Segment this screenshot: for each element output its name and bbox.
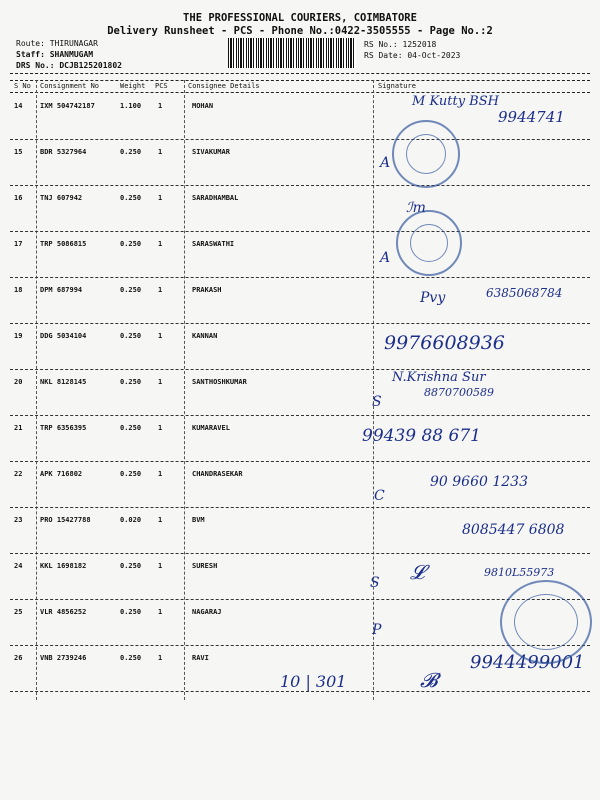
cell-pcs: 1 [158, 378, 163, 386]
signature-text: N.Krishna Sur [392, 370, 486, 385]
handwritten-mark: 𝓑 [420, 668, 438, 692]
cell-sno: 22 [14, 470, 23, 478]
cell-weight: 0.250 [120, 148, 142, 156]
cell-pcs: 1 [158, 516, 163, 524]
table-row [0, 278, 600, 324]
cell-weight: 0.020 [120, 516, 142, 524]
table-row [0, 232, 600, 278]
cell-pcs: 1 [158, 424, 163, 432]
cell-consignee: SIVAKUMAR [192, 148, 230, 156]
cell-consignee: RAVI [192, 654, 209, 662]
cell-sno: 24 [14, 562, 23, 570]
separator [10, 92, 590, 93]
separator [10, 80, 590, 81]
table-row [0, 94, 600, 140]
col-weight-header: Weight [120, 82, 146, 90]
cell-sno: 14 [14, 102, 23, 110]
table-row [0, 554, 600, 600]
phone-number-handwritten: 9944499001 [470, 652, 585, 673]
cell-consignment: NKL 8128145 [40, 378, 87, 386]
table-row [0, 462, 600, 508]
table-row [0, 370, 600, 416]
phone-number-handwritten: 6385068784 [486, 286, 563, 300]
cell-consignment: DDG 5034104 [40, 332, 87, 340]
phone-number-handwritten: 9810L55973 [484, 566, 555, 579]
cell-consignment: TRP 6356395 [40, 424, 87, 432]
cell-consignee: SARADHAMBAL [192, 194, 239, 202]
cell-pcs: 1 [158, 470, 163, 478]
cell-consignment: VNB 2739246 [40, 654, 87, 662]
company-stamp [396, 210, 462, 276]
cell-pcs: 1 [158, 102, 163, 110]
col-pcs-header: PCS [155, 82, 168, 90]
cell-pcs: 1 [158, 608, 163, 616]
cell-consignee: SARASWATHI [192, 240, 235, 248]
cell-consignee: SURESH [192, 562, 218, 570]
company-stamp [500, 580, 592, 664]
phone-number-handwritten: 8085447 6808 [462, 522, 565, 538]
cell-consignment: TNJ 607942 [40, 194, 83, 202]
cell-consignment: APK 716802 [40, 470, 83, 478]
staff-info: Staff: SHANMUGAM [16, 50, 94, 59]
cell-sno: 17 [14, 240, 23, 248]
handwritten-mark: S [370, 575, 380, 591]
cell-consignment: DPM 687994 [40, 286, 83, 294]
phone-number-handwritten: 9944741 [498, 108, 565, 126]
handwritten-mark: A [380, 155, 391, 171]
handwritten-mark: A [380, 250, 391, 266]
cell-pcs: 1 [158, 194, 163, 202]
col-signature-header: Signature [378, 82, 416, 90]
cell-consignee: KANNAN [192, 332, 218, 340]
cell-pcs: 1 [158, 562, 163, 570]
cell-sno: 19 [14, 332, 23, 340]
cell-consignee: KUMARAVEL [192, 424, 230, 432]
table-row [0, 324, 600, 370]
cell-consignment: KKL 1698182 [40, 562, 87, 570]
cell-consignment: TRP 5086815 [40, 240, 87, 248]
cell-weight: 0.250 [120, 562, 142, 570]
cell-sno: 18 [14, 286, 23, 294]
phone-number-handwritten: 9976608936 [384, 332, 505, 354]
company-stamp [392, 120, 460, 188]
drs-info: DRS No.: DCJB125201802 [16, 61, 122, 70]
cell-pcs: 1 [158, 148, 163, 156]
handwritten-mark: P [372, 622, 382, 638]
route-info: Route: THIRUNAGAR [16, 39, 98, 48]
cell-sno: 25 [14, 608, 23, 616]
row-separator [10, 691, 590, 692]
barcode [228, 38, 356, 68]
separator [10, 73, 590, 74]
cell-pcs: 1 [158, 240, 163, 248]
cell-weight: 0.250 [120, 286, 142, 294]
handwritten-mark: S [372, 394, 382, 410]
table-row [0, 416, 600, 462]
cell-consignment: PRO 15427788 [40, 516, 91, 524]
table-row [0, 140, 600, 186]
handwritten-mark: 𝓛 [410, 560, 425, 584]
cell-sno: 23 [14, 516, 23, 524]
cell-pcs: 1 [158, 654, 163, 662]
cell-consignee: NAGARAJ [192, 608, 222, 616]
cell-consignee: MOHAN [192, 102, 214, 110]
phone-number-handwritten: 8870700589 [424, 386, 494, 399]
rs-date-info: RS Date: 04-Oct-2023 [364, 51, 461, 60]
cell-consignee: PRAKASH [192, 286, 222, 294]
cell-consignee: BVM [192, 516, 205, 524]
cell-weight: 0.250 [120, 654, 142, 662]
cell-consignment: VLR 4856252 [40, 608, 87, 616]
cell-consignment: IXM 504742187 [40, 102, 95, 110]
page-title: THE PROFESSIONAL COURIERS, COIMBATORE [183, 12, 417, 24]
phone-number-handwritten: 99439 88 671 [362, 426, 481, 446]
cell-weight: 1.100 [120, 102, 142, 110]
handwritten-mark: ℐm [406, 200, 426, 216]
cell-consignee: SANTHOSHKUMAR [192, 378, 247, 386]
cell-pcs: 1 [158, 286, 163, 294]
cell-weight: 0.250 [120, 424, 142, 432]
cell-weight: 0.250 [120, 240, 142, 248]
cell-consignment: BDR 5327964 [40, 148, 87, 156]
page-subtitle: Delivery Runsheet - PCS - Phone No.:0422-3505555 - Page No.:2 [107, 25, 493, 37]
col-sno-header: S No [14, 82, 31, 90]
cell-sno: 20 [14, 378, 23, 386]
cell-weight: 0.250 [120, 194, 142, 202]
cell-consignee: CHANDRASEKAR [192, 470, 243, 478]
table-row [0, 508, 600, 554]
handwritten-total: 10 | 301 [280, 672, 347, 691]
table-row [0, 186, 600, 232]
signature-text: M Kutty BSH [412, 94, 499, 109]
cell-sno: 16 [14, 194, 23, 202]
cell-weight: 0.250 [120, 470, 142, 478]
cell-sno: 26 [14, 654, 23, 662]
cell-pcs: 1 [158, 332, 163, 340]
phone-number-handwritten: 90 9660 1233 [430, 474, 528, 490]
cell-weight: 0.250 [120, 332, 142, 340]
cell-weight: 0.250 [120, 378, 142, 386]
handwritten-mark: Pvy [420, 290, 446, 306]
cell-sno: 21 [14, 424, 23, 432]
handwritten-mark: C [374, 488, 385, 504]
rs-no-info: RS No.: 1252018 [364, 40, 437, 49]
col-consignee-header: Consignee Details [188, 82, 260, 90]
cell-weight: 0.250 [120, 608, 142, 616]
col-consignment-header: Consignment No [40, 82, 100, 90]
cell-sno: 15 [14, 148, 23, 156]
